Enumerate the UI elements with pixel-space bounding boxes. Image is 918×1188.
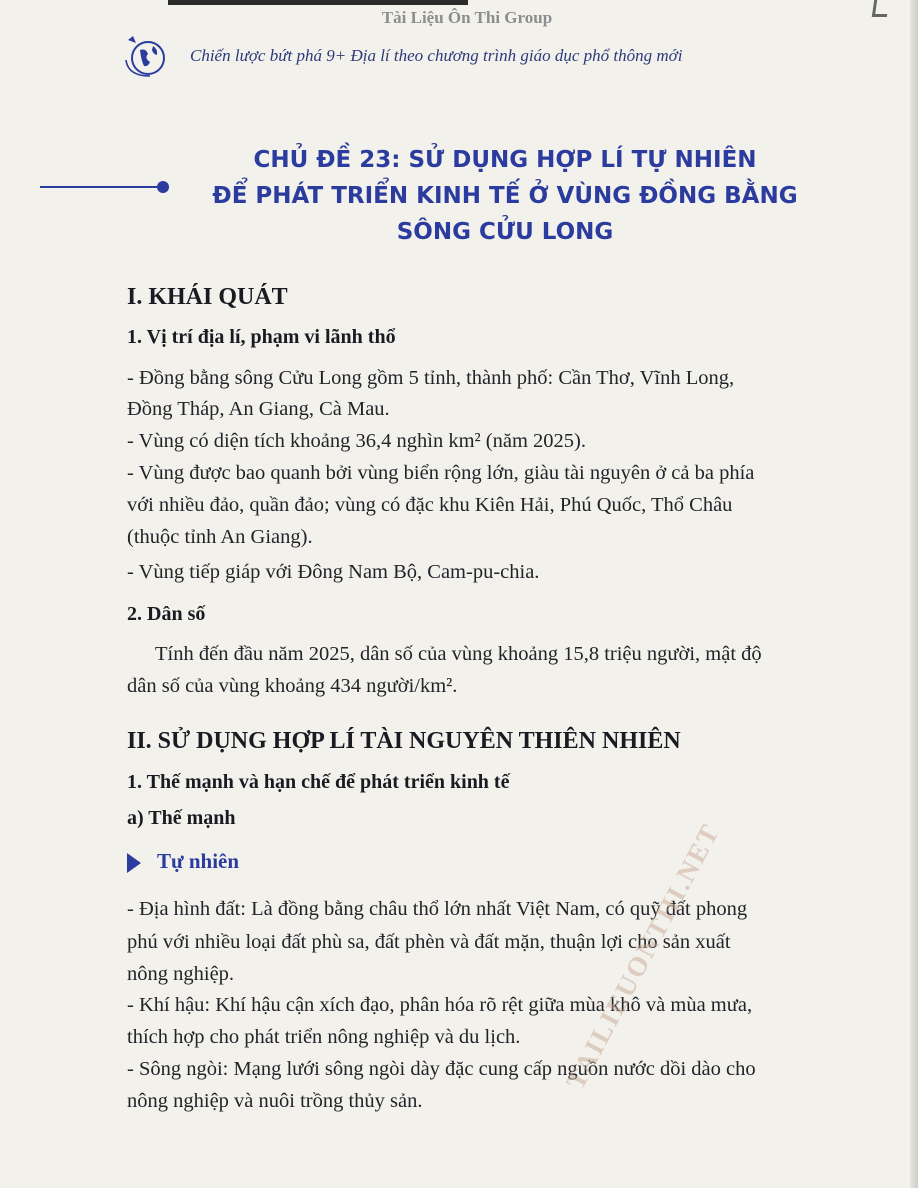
border-line: - Vùng tiếp giáp với Đông Nam Bộ, Cam-pu-chia. xyxy=(127,561,540,583)
area-line: - Vùng có diện tích khoảng 36,4 nghìn km² (năm 2025). xyxy=(127,430,586,452)
play-triangle-icon xyxy=(127,853,141,873)
terrain-line: nông nghiệp. xyxy=(127,963,235,985)
sea-line: (thuộc tỉnh An Giang). xyxy=(127,526,313,548)
section-2-heading: II. SỬ DỤNG HỢP LÍ TÀI NGUYÊN THIÊN NHIÊN xyxy=(127,728,681,754)
chapter-title xyxy=(185,142,825,250)
terrain-line: phú với nhiều loại đất phù sa, đất phèn và đất mặn, thuận lợi cho sản xuất xyxy=(127,931,731,953)
location-line: Đồng Tháp, An Giang, Cà Mau. xyxy=(127,398,390,420)
rivers-line: nông nghiệp và nuôi trồng thủy sản. xyxy=(127,1090,423,1112)
top-edge-strip xyxy=(168,0,468,5)
title-dot xyxy=(157,181,169,193)
running-head: Chiến lược bứt phá 9+ Địa lí theo chương trình giáo dục phổ thông mới xyxy=(190,46,683,65)
subsection-strengths: a) Thế mạnh xyxy=(127,807,236,829)
population-line: dân số của vùng khoảng 434 người/km². xyxy=(127,675,458,697)
subsection-location: 1. Vị trí địa lí, phạm vi lãnh thổ xyxy=(127,326,396,348)
terrain-line: - Địa hình đất: Là đồng bằng châu thổ lớn nhất Việt Nam, có quỹ đất phong xyxy=(127,898,748,920)
globe-plane-icon xyxy=(120,30,172,82)
sea-line: - Vùng được bao quanh bởi vùng biển rộng lớn, giàu tài nguyên ở cả ba phía xyxy=(127,462,755,484)
subsection-strengths-limits: 1. Thế mạnh và hạn chế để phát triển kinh tế xyxy=(127,771,510,793)
population-line: Tính đến đầu năm 2025, dân số của vùng khoảng 15,8 triệu người, mật độ xyxy=(155,643,762,665)
climate-line: - Khí hậu: Khí hậu cận xích đạo, phân hóa rõ rệt giữa mùa khô và mùa mưa, xyxy=(127,994,753,1016)
climate-line: thích hợp cho phát triển nông nghiệp và du lịch. xyxy=(127,1026,521,1048)
group-tag: Tài Liệu Ôn Thi Group xyxy=(381,8,553,27)
rivers-line: - Sông ngòi: Mạng lưới sông ngòi dày đặc cung cấp nguồn nước dồi dào cho xyxy=(127,1058,756,1080)
callout-natural: Tự nhiên xyxy=(157,849,240,873)
subsection-population: 2. Dân số xyxy=(127,603,206,625)
sea-line: với nhiều đảo, quần đảo; vùng có đặc khu Kiên Hải, Phú Quốc, Thổ Châu xyxy=(127,494,733,516)
title-line-1: CHỦ ĐỀ 23: SỬ DỤNG HỢP LÍ TỰ NHIÊN xyxy=(253,147,757,173)
location-line: - Đồng bằng sông Cửu Long gồm 5 tỉnh, thành phố: Cần Thơ, Vĩnh Long, xyxy=(127,367,735,389)
section-1-heading: I. KHÁI QUÁT xyxy=(127,284,288,310)
page-edge xyxy=(910,0,918,1188)
title-line-3: SÔNG CỬU LONG xyxy=(396,219,614,245)
watermark: TAILIEUONTHI.NET xyxy=(560,818,726,1095)
title-rule xyxy=(40,186,162,188)
title-line-2: ĐỂ PHÁT TRIỂN KINH TẾ Ở VÙNG ĐỒNG BẰNG xyxy=(212,183,798,209)
